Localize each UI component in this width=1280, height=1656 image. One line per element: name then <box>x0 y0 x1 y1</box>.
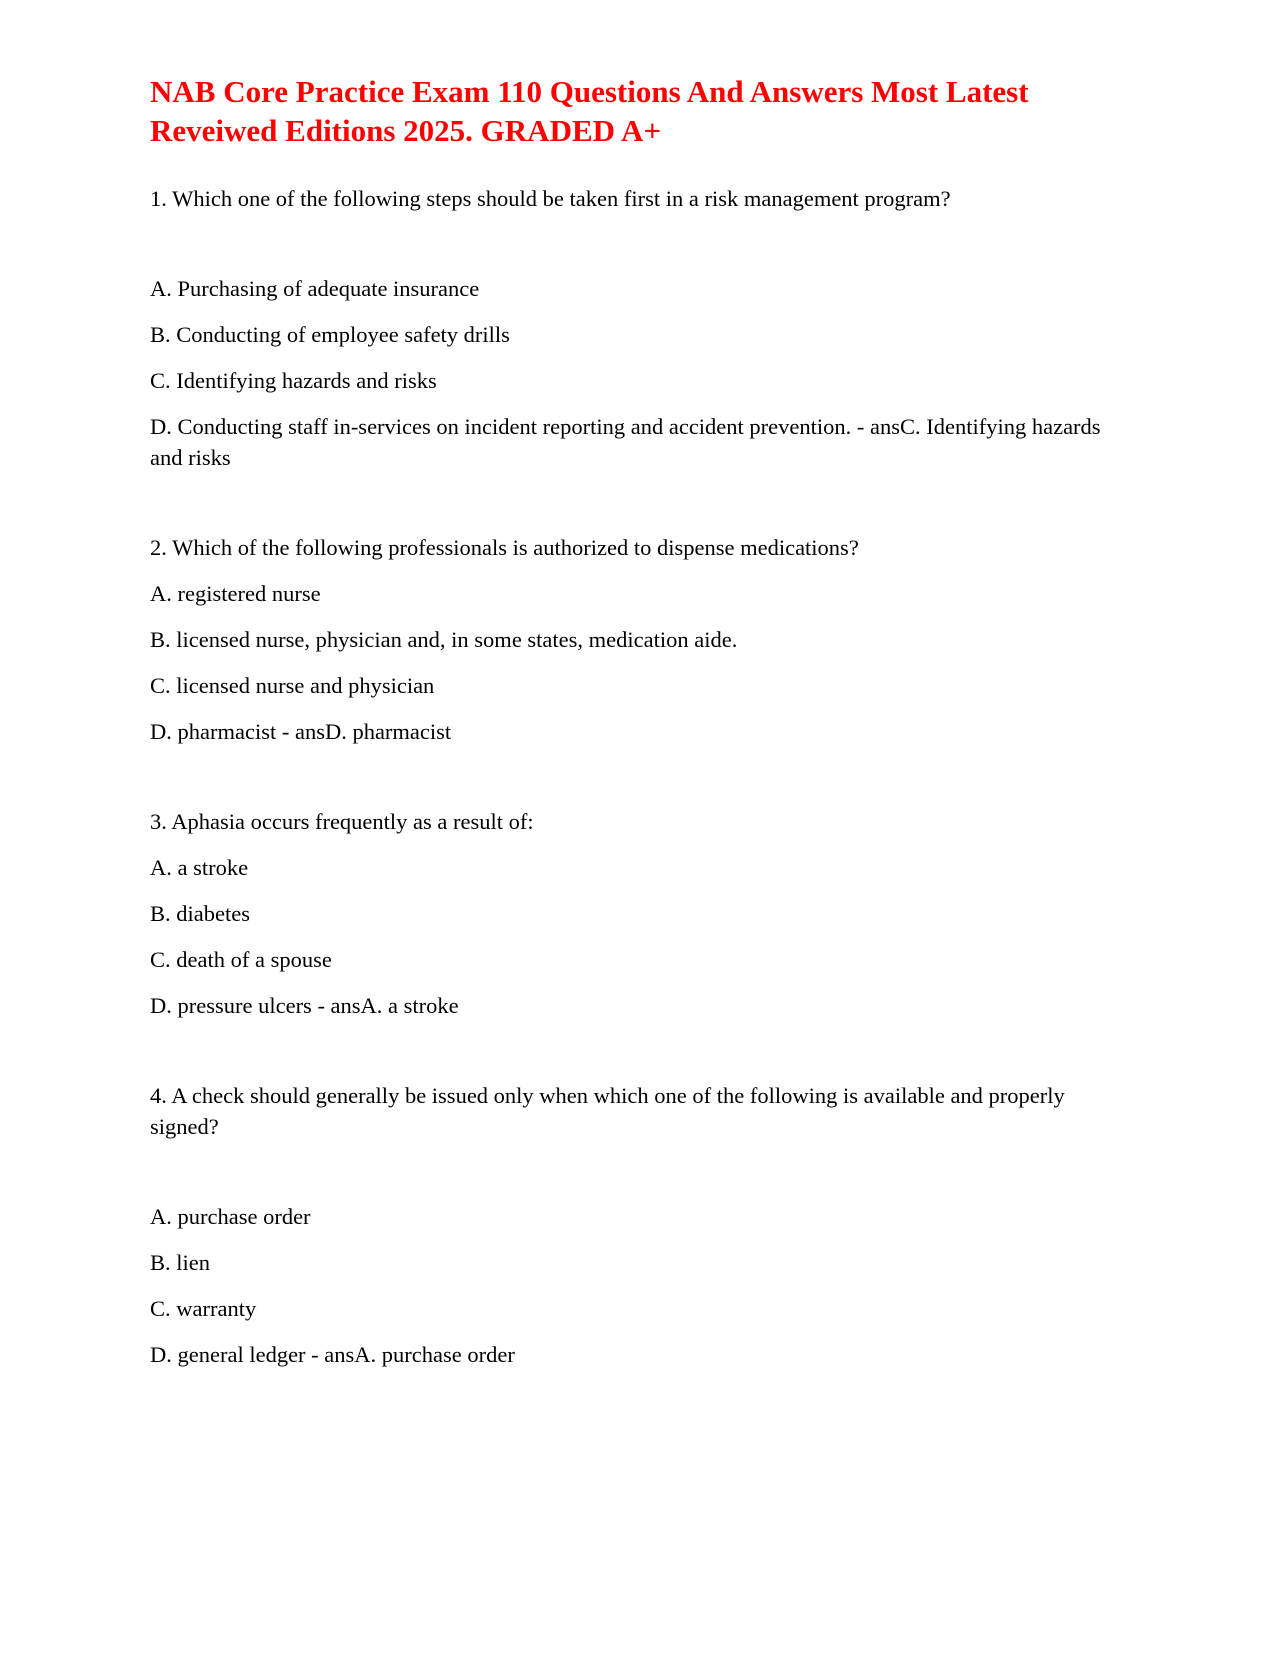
answer-option: C. licensed nurse and physician <box>150 673 435 698</box>
question-3 <box>150 806 1130 1021</box>
document-title: NAB Core Practice Exam 110 Questions And Answers Most Latest Reveiwed Editions 2025. GRADED A+ <box>150 74 1029 148</box>
answer-option-with-answer: D. general ledger - ansA. purchase order <box>150 1342 515 1367</box>
question-stem: 2. Which of the following professionals is authorized to dispense medications? <box>150 535 859 560</box>
question-stem: 1. Which one of the following steps should be taken first in a risk management program? <box>150 186 951 211</box>
answer-option-with-answer: D. pressure ulcers - ansA. a stroke <box>150 993 459 1018</box>
answer-option: C. Identifying hazards and risks <box>150 368 437 393</box>
question-4 <box>150 1080 1130 1370</box>
answer-option: A. registered nurse <box>150 581 321 606</box>
answer-option-with-answer: D. pharmacist - ansD. pharmacist <box>150 719 452 744</box>
answer-option: B. licensed nurse, physician and, in some states, medication aide. <box>150 627 738 652</box>
answer-option: B. diabetes <box>150 901 250 926</box>
question-2 <box>150 532 1130 747</box>
answer-option-with-answer: D. Conducting staff in-services on incident reporting and accident prevention. - ansC. Identifying hazards and risks <box>150 414 1101 470</box>
answer-option: C. death of a spouse <box>150 947 332 972</box>
answer-option: B. lien <box>150 1250 210 1275</box>
question-stem: 4. A check should generally be issued only when which one of the following is available and properly signed? <box>150 1083 1065 1139</box>
answer-option: A. a stroke <box>150 855 249 880</box>
answer-option: C. warranty <box>150 1296 257 1321</box>
answer-option: A. purchase order <box>150 1204 311 1229</box>
answer-option: B. Conducting of employee safety drills <box>150 322 510 347</box>
document-page <box>150 72 1130 1370</box>
question-stem: 3. Aphasia occurs frequently as a result of: <box>150 809 534 834</box>
answer-option: A. Purchasing of adequate insurance <box>150 276 480 301</box>
question-1 <box>150 183 1130 473</box>
